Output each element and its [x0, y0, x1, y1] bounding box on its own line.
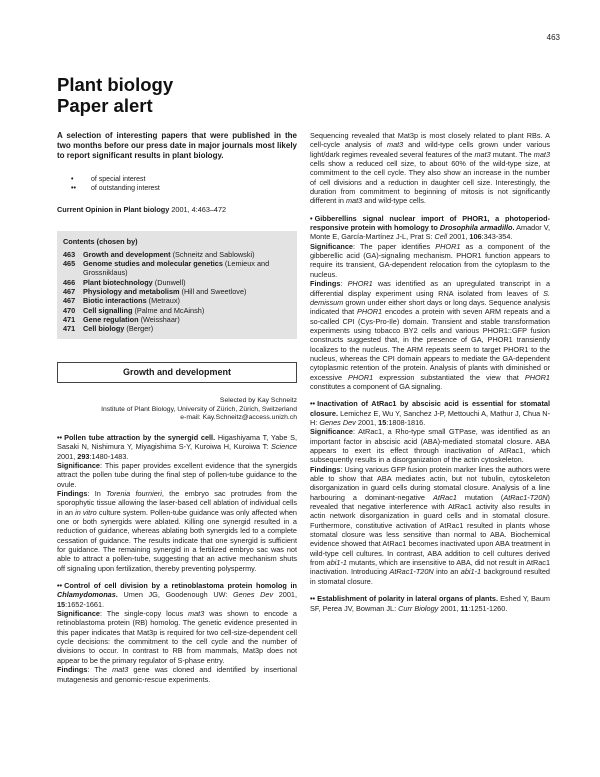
entry-pages: :1652-1661. — [65, 599, 105, 609]
paper-entry — [57, 433, 297, 573]
entry-title: Inactivation of AtRac1 by abscisic acid is essential for stomatal closure. — [310, 399, 550, 418]
entry-journal: Genes Dev — [319, 417, 356, 427]
findings-species: S. demissum — [310, 288, 550, 307]
gene-name: AtRac1-T20N — [503, 492, 548, 502]
contents-by: (Palme and McAinsh) — [132, 305, 205, 315]
significance-text: : The paper identifies — [352, 241, 436, 251]
continued-text — [310, 131, 550, 206]
contents-box — [57, 231, 297, 338]
legend-text: of outstanding interest — [91, 185, 160, 192]
body-text: and wild-type cells grown under various light/dark regimes revealed several features of the — [310, 140, 550, 159]
entry-findings — [57, 489, 297, 573]
outstanding-interest-icon: •• — [310, 399, 316, 409]
contents-row[interactable] — [63, 287, 293, 296]
title-line-2: Paper alert — [57, 95, 153, 116]
contents-topic: Growth and development — [83, 249, 171, 259]
gene-name: PHOR1 — [347, 279, 373, 289]
significance-text: : This paper provides excellent evidence that the synergids attract the pollen tube during the final step of pollen-tube guidance to the ovule. — [57, 460, 297, 489]
findings-text: constitutes a component of GA signaling. — [310, 381, 443, 391]
gene-name: PHOR1 — [356, 307, 383, 317]
gene-name: mat3 — [345, 196, 363, 206]
legend-row-special — [71, 175, 297, 184]
findings-label: Findings — [310, 464, 341, 474]
entry-header — [310, 214, 550, 242]
contents-row[interactable] — [63, 259, 293, 278]
paper-entry-continued — [310, 131, 550, 206]
entry-authors: Higashiyama T, Yabe S, Sasaki N, Nishimura Y, Miyagishima S-Y, Kuroiwa H, Kuroiwa T: — [57, 432, 298, 452]
entry-journal: Curr Biology — [398, 603, 439, 613]
paper-entry — [310, 594, 550, 613]
gene-name: mat3 — [474, 149, 491, 159]
significance-label: Significance — [310, 241, 353, 251]
bullet-icon: • — [71, 176, 74, 183]
body-text: and wild-type cells. — [362, 196, 426, 206]
contents-page: 466 — [63, 277, 76, 287]
findings-text: , the embryo sac protrudes from the sporophytic tissue allowing the laser-based cell ablation of individual cells in an — [57, 488, 298, 517]
findings-text: background resulted in stomatal closure. — [310, 567, 550, 586]
entry-findings — [57, 665, 297, 684]
contents-page: 471 — [63, 315, 76, 325]
significance-text: as a component of the gibberellic acid (GA)-signaling mechanism. PHOR1 function appears to require its transient, GA-dependent relocation from the cytoplasm to the nucleus. — [310, 241, 551, 279]
findings-text: gene was cloned and identified by insertional mutagenesis and genomic-rescue experiments. — [57, 665, 297, 684]
entry-title: . — [115, 590, 118, 600]
contents-topic: Cell signalling — [83, 305, 133, 315]
findings-text: : Using various GFP fusion protein marker lines the authors were able to show that ABA mediates actin, but not tubulin, cytoskeleton disorganization in guard cells during stomatal closure. Analysis of a line harbouring a dominant-negative — [310, 464, 550, 502]
contents-by: (Metraux) — [146, 296, 180, 306]
entry-volume: 15 — [57, 599, 66, 609]
outstanding-interest-icon: •• — [57, 581, 63, 591]
findings-text: mutation ( — [456, 492, 504, 502]
entry-title-species: Chlamydomonas — [57, 590, 116, 600]
entry-header — [310, 399, 550, 427]
entry-volume: 11 — [460, 603, 469, 613]
entry-pages: :1808-1816. — [386, 417, 426, 427]
significance-text: : The single-copy locus — [99, 609, 189, 619]
significance-label: Significance — [57, 460, 100, 470]
contents-row[interactable] — [63, 306, 293, 315]
contents-row[interactable] — [63, 250, 293, 259]
selector-name: Selected by Kay Schneitz — [219, 397, 297, 405]
contents-by: (Schneitz and Sablowski) — [170, 249, 255, 259]
entry-title-species: Drosophila armadillo — [439, 223, 513, 233]
entry-year: 2001, — [57, 451, 78, 461]
contents-topic: Physiology and metabolism — [83, 287, 180, 297]
entry-authors: Eshed Y, Baum SF, Perea JV, Bowman JL: — [310, 594, 551, 613]
entry-header — [57, 433, 297, 461]
entry-significance — [310, 242, 550, 279]
gene-name: abi1-1 — [326, 558, 347, 568]
special-interest-icon: • — [310, 213, 313, 223]
page-title — [57, 74, 173, 116]
findings-label: Findings — [310, 279, 341, 289]
significance-text: : AtRac1, a Rho-type small GTPase, was identified as an important factor in abscisic acid (ABA)-mediated stomatal closure. ABA appears to exert its effect through inactivation of AtRac1, which subsequently results in a disorganization of the actin cytoskeleton. — [310, 427, 550, 465]
findings-text: expression substantiated the view that — [373, 372, 525, 382]
gene-name: AtRac1-T20N — [389, 567, 434, 577]
entry-title: Gibberellins signal nuclear import of PHOR1, a photoperiod-responsive protein with homology to — [310, 213, 550, 233]
findings-text: was identified as an upregulated transcript in a differential display experiment using RNA isolated from leaves of — [310, 279, 550, 298]
left-column — [57, 131, 297, 692]
entry-year: 2001, — [273, 590, 297, 600]
body-text: mutant. The — [490, 149, 534, 159]
entry-volume: 293 — [77, 451, 90, 461]
entry-pages: :1251-1260. — [468, 603, 508, 613]
contents-heading: Contents (chosen by) — [63, 237, 138, 247]
gene-name: abi1-1 — [460, 567, 482, 577]
contents-by: (Dunwell) — [152, 277, 186, 287]
contents-page: 470 — [63, 305, 76, 315]
entry-year: 2001, — [447, 232, 470, 242]
title-line-1: Plant biology — [57, 74, 174, 95]
contents-topic: Gene regulation — [83, 315, 139, 325]
entry-findings — [310, 279, 550, 391]
right-column — [310, 131, 550, 621]
entry-findings — [310, 465, 550, 586]
findings-text: : The — [87, 665, 113, 675]
journal-citation — [57, 205, 297, 214]
outstanding-interest-icon: •• — [57, 432, 63, 442]
contents-row[interactable] — [63, 315, 293, 324]
legend-text: of special interest — [91, 176, 146, 183]
outstanding-interest-icon: •• — [310, 594, 316, 604]
selector-email: e-mail: Kay.Schneitz@access.unizh.ch — [180, 414, 297, 422]
contents-by: (Lemieux and Grossniklaus) — [83, 259, 270, 278]
paper-entry — [310, 399, 550, 586]
gene-name: PHOR1 — [348, 372, 374, 382]
body-text: Sequencing revealed that Mat3p is most closely related to plant RBs. A cell-cycle analysis of — [310, 131, 550, 150]
findings-text: mutants, which are insensitive to ABA, did not result in AtRac1 inactivation. Introducing — [310, 558, 551, 577]
entry-title: Establishment of polarity in lateral organs of plants. — [317, 594, 498, 604]
entry-title: . — [512, 223, 515, 233]
body-text: cells show a reduced cell size, to about 60% of the wild-type size, at commitment to the cell cycle. They also show an increase in the number of cell divisions and a reduction in daughter cell size. Interestingly, the duration from commitment to beginning of mitosis is not significantly different in — [310, 159, 550, 206]
findings-text: : In — [87, 488, 107, 498]
gene-name: mat3 — [112, 665, 129, 675]
significance-label: Significance — [310, 427, 353, 437]
findings-text: ) revealed that negative interference with AtRac1 activity also results in actin network disorganization in guard cells and in stomatal closure. Furthermore, constitutive activation of AtRac1 resulted in plants whose stomatal closure was less sensitive than normal to ABA. Biochemical evidence showed that AtRac1 becomes inactivated upon ABA treatment in wild-type cell cultures. In contrast, ABA addition to cell cultures derived from — [310, 492, 550, 568]
contents-by: (Hill and Sweetlove) — [179, 287, 247, 297]
findings-text: culture system. Pollen-tube guidance was only affected when one or both synergids were ablated. Killing one synergid resulted in a reduction of guidance, whereas ablating both synergids led to a complete cessation of guidance. The results indicate that one synergid is sufficient for guidance. The remaining synergid in a fertilized embryo sac was not able to attract a pollen-tube, suggesting that an active mechanism shuts off signaling upon fertilization, thereby preventing polyspermy. — [57, 507, 297, 573]
paper-entry — [310, 214, 550, 392]
gene-name: PHOR1 — [435, 241, 461, 251]
findings-species: Torenia fournieri — [106, 488, 162, 498]
contents-page: 467 — [63, 287, 76, 297]
entry-significance — [57, 609, 297, 665]
entry-pages: :1480-1483. — [89, 451, 129, 461]
legend-row-outstanding — [71, 184, 297, 193]
findings-term: in vitro — [75, 507, 97, 517]
gene-name: PHOR1 — [524, 372, 550, 382]
selected-by — [57, 397, 297, 423]
entry-year: 2001, — [438, 603, 461, 613]
entry-authors: Lemichez E, Wu Y, Sanchez J-P, Mettouchi A, Mathur J, Chua N-H: — [310, 408, 550, 427]
gene-name: mat3 — [387, 140, 404, 150]
entry-title: Control of cell division by a retinoblastoma protein homolog in — [64, 581, 297, 591]
entry-significance — [57, 461, 297, 489]
findings-text: : — [340, 279, 348, 289]
contents-topic: Cell biology — [83, 324, 125, 334]
contents-row[interactable] — [63, 278, 293, 287]
paper-entry — [57, 581, 297, 684]
citation-journal: Current Opinion in Plant biology — [57, 205, 170, 214]
entry-title: Pollen tube attraction by the synergid cell. — [64, 432, 216, 442]
entry-journal: Genes Dev — [233, 590, 274, 600]
contents-page: 467 — [63, 296, 76, 306]
contents-by: (Weisshaar) — [138, 315, 180, 325]
entry-year: 2001, — [355, 417, 379, 427]
contents-page: 463 — [63, 249, 76, 259]
entry-header — [57, 581, 297, 609]
contents-row[interactable] — [63, 296, 293, 305]
entry-authors: Umen JG, Goodenough UW: — [117, 590, 233, 600]
gene-name: mat3 — [188, 609, 205, 619]
entry-journal: Cell — [434, 232, 448, 242]
significance-text: was shown to encode a retinoblastoma protein (RB) homolog. The genetic evidence presented in this paper indicates that Mat3p is required for two cell-size-dependent cell cycle decisions: the commitment to the cell cycle and the number of divisions to occur. In contrast to RB from mammals, Mat3p does not appear to be the primary regulator of S-phase entry. — [57, 609, 297, 665]
gene-name: mat3 — [533, 149, 551, 159]
findings-text: encodes a protein with seven ARM repeats and a so-called CPI (Cys-Pro-Ile) domain. Transient and stable transformation experiments using tobacco BY2 cells and various PHOR1::GFP fusion constructs suggested that, in the presence of GA, PHOR1 transiently localizes to the nucleus. The ARM repeats seem to target PHOR1 to the nucleus, whereas the CPI domain appears to mediate the GA-dependent cytoplasmic retention of the protein. Analysis of plants with diminished or excessive — [310, 307, 550, 382]
entry-authors: Amador V, Monte E, García-Martínez J-L, Prat S: — [310, 223, 550, 242]
interest-legend — [71, 175, 297, 193]
entry-header — [310, 594, 550, 613]
findings-label: Findings — [57, 665, 88, 675]
contents-page: 471 — [63, 324, 76, 334]
entry-journal: Science — [271, 442, 297, 452]
contents-topic: Genome studies and molecular genetics — [83, 259, 223, 269]
section-heading: Growth and development — [57, 362, 297, 383]
citation-ref: 2001, 4:463–472 — [169, 205, 227, 214]
entry-significance — [310, 427, 550, 464]
findings-text: grown under either short days or long days. Sequence analysis indicated that — [310, 297, 550, 317]
entry-volume: 106 — [469, 232, 482, 242]
double-bullet-icon: •• — [71, 185, 76, 192]
contents-by: (Berger) — [124, 324, 154, 334]
contents-row[interactable] — [63, 324, 293, 333]
findings-label: Findings — [57, 488, 88, 498]
findings-text: into an — [433, 567, 461, 577]
selector-affiliation: Institute of Plant Biology, University of Zürich, Zürich, Switzerland — [101, 405, 297, 413]
intro-paragraph: A selection of interesting papers that were published in the two months before our press date in major journals most likely to report significant results in plant biology. — [57, 131, 297, 160]
page-number: 463 — [546, 33, 560, 42]
contents-topic: Biotic interactions — [83, 296, 147, 306]
gene-name: AtRac1 — [432, 492, 457, 502]
entry-volume: 15 — [378, 417, 387, 427]
contents-topic: Plant biotechnology — [83, 277, 153, 287]
contents-page: 465 — [63, 259, 76, 269]
entry-pages: :343-354. — [481, 232, 513, 242]
significance-label: Significance — [57, 609, 100, 619]
